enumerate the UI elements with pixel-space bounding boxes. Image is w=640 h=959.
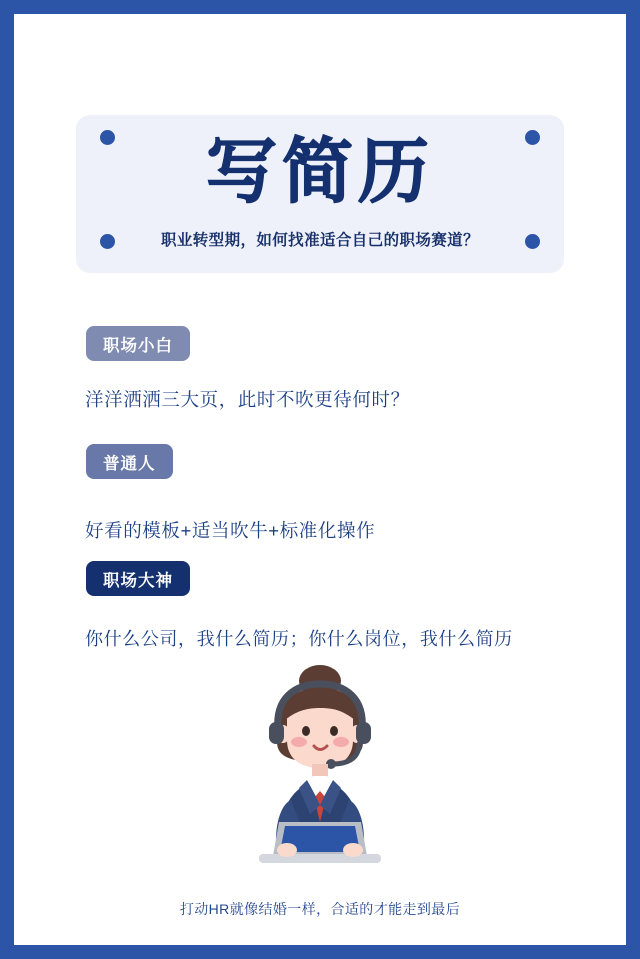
footer-text: 打动HR就像结婚一样，合适的才能走到最后 xyxy=(179,901,461,917)
level-text-rookie: 洋洋洒洒三大页，此时不吹更待何时？ xyxy=(85,389,410,410)
level-tag-average: 普通人 xyxy=(86,444,173,479)
poster-canvas xyxy=(14,14,626,945)
page-title: 写简历 xyxy=(205,130,434,213)
header-card xyxy=(76,115,564,273)
customer-service-illustration xyxy=(215,664,425,879)
level-tag-rookie: 职场小白 xyxy=(86,326,190,361)
level-tag-master: 职场大神 xyxy=(86,561,190,596)
page-subtitle: 职业转型期，如何找准适合自己的职场赛道？ xyxy=(160,232,479,249)
level-text-average: 好看的模板+适当吹牛+标准化操作 xyxy=(85,520,376,541)
level-text-master: 你什么公司，我什么简历；你什么岗位，我什么简历 xyxy=(85,629,513,649)
